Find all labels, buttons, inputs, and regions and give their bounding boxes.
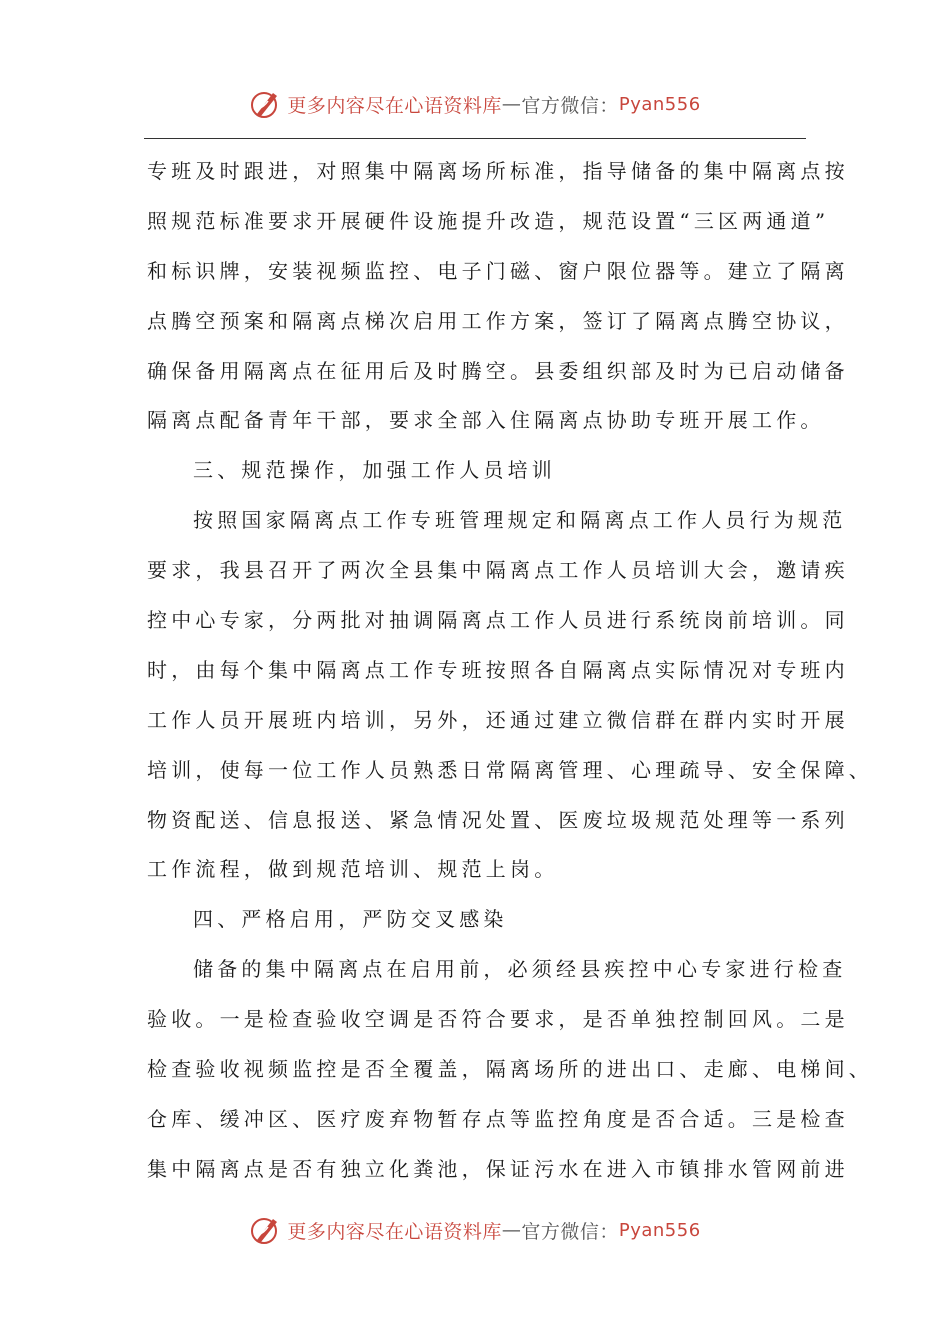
text-line: 培训，使每一位工作人员熟悉日常隔离管理、心理疏导、安全保障、 <box>147 757 873 782</box>
document-body <box>147 147 873 1195</box>
text-line: 控中心专家，分两批对抽调隔离点工作人员进行系统岗前培训。同 <box>147 608 849 633</box>
text-line: 点腾空预案和隔离点梯次启用工作方案，签订了隔离点腾空协议， <box>147 308 849 333</box>
text-line: 照规范标准要求开展硬件设施提升改造，规范设置“三区两通道” <box>147 208 830 233</box>
banner-prefix: 更多内容尽在心语资料库 <box>287 94 502 117</box>
text-line: 按照国家隔离点工作专班管理规定和隔离点工作人员行为规范 <box>193 508 847 533</box>
banner-wechat-id: Pyan556 <box>618 1219 701 1241</box>
text-line: 和标识牌，安装视频监控、电子门磁、窗户限位器等。建立了隔离 <box>147 258 849 283</box>
text-line: 要求，我县召开了两次全县集中隔离点工作人员培训大会，邀请疾 <box>147 558 849 583</box>
text-line: 验收。一是检查验收空调是否符合要求，是否单独控制回风。二是 <box>147 1007 849 1032</box>
banner-dash: — <box>501 93 522 115</box>
text-line: 专班及时跟进，对照集中隔离场所标准，指导储备的集中隔离点按 <box>147 159 849 183</box>
banner-middle: 官方微信： <box>521 94 619 117</box>
text-line: 确保备用隔离点在征用后及时腾空。县委组织部及时为已启动储备 <box>147 358 849 383</box>
text-line: 集中隔离点是否有独立化粪池，保证污水在进入市镇排水管网前进 <box>147 1156 849 1181</box>
footer-banner <box>0 1210 950 1250</box>
text-line: 储备的集中隔离点在启用前，必须经县疾控中心专家进行检查 <box>193 957 847 982</box>
quill-logo-icon <box>249 1213 283 1247</box>
text-line: 时，由每个集中隔离点工作专班按照各自隔离点实际情况对专班内 <box>147 657 849 682</box>
text-line: 物资配送、信息报送、紧急情况处置、医废垃圾规范处理等一系列 <box>147 807 849 832</box>
text-line: 工作流程，做到规范培训、规范上岗。 <box>147 857 559 882</box>
banner-middle: 官方微信： <box>521 1220 619 1243</box>
banner-prefix: 更多内容尽在心语资料库 <box>287 1220 502 1243</box>
quill-logo-icon <box>249 87 283 121</box>
banner-dash: — <box>501 1219 522 1241</box>
header-banner <box>0 84 950 124</box>
section-heading-4: 四、严格启用，严防交叉感染 <box>193 907 508 932</box>
text-line: 仓库、缓冲区、医疗废弃物暂存点等监控角度是否合适。三是检查 <box>147 1106 849 1131</box>
banner-wechat-id: Pyan556 <box>618 93 701 115</box>
text-line: 检查验收视频监控是否全覆盖，隔离场所的进出口、走廊、电梯间、 <box>147 1057 873 1082</box>
header-rule <box>144 138 806 139</box>
text-line: 工作人员开展班内培训，另外，还通过建立微信群在群内实时开展 <box>147 707 849 732</box>
section-heading-3: 三、规范操作，加强工作人员培训 <box>193 458 556 483</box>
text-line: 隔离点配备青年干部，要求全部入住隔离点协助专班开展工作。 <box>147 408 825 433</box>
